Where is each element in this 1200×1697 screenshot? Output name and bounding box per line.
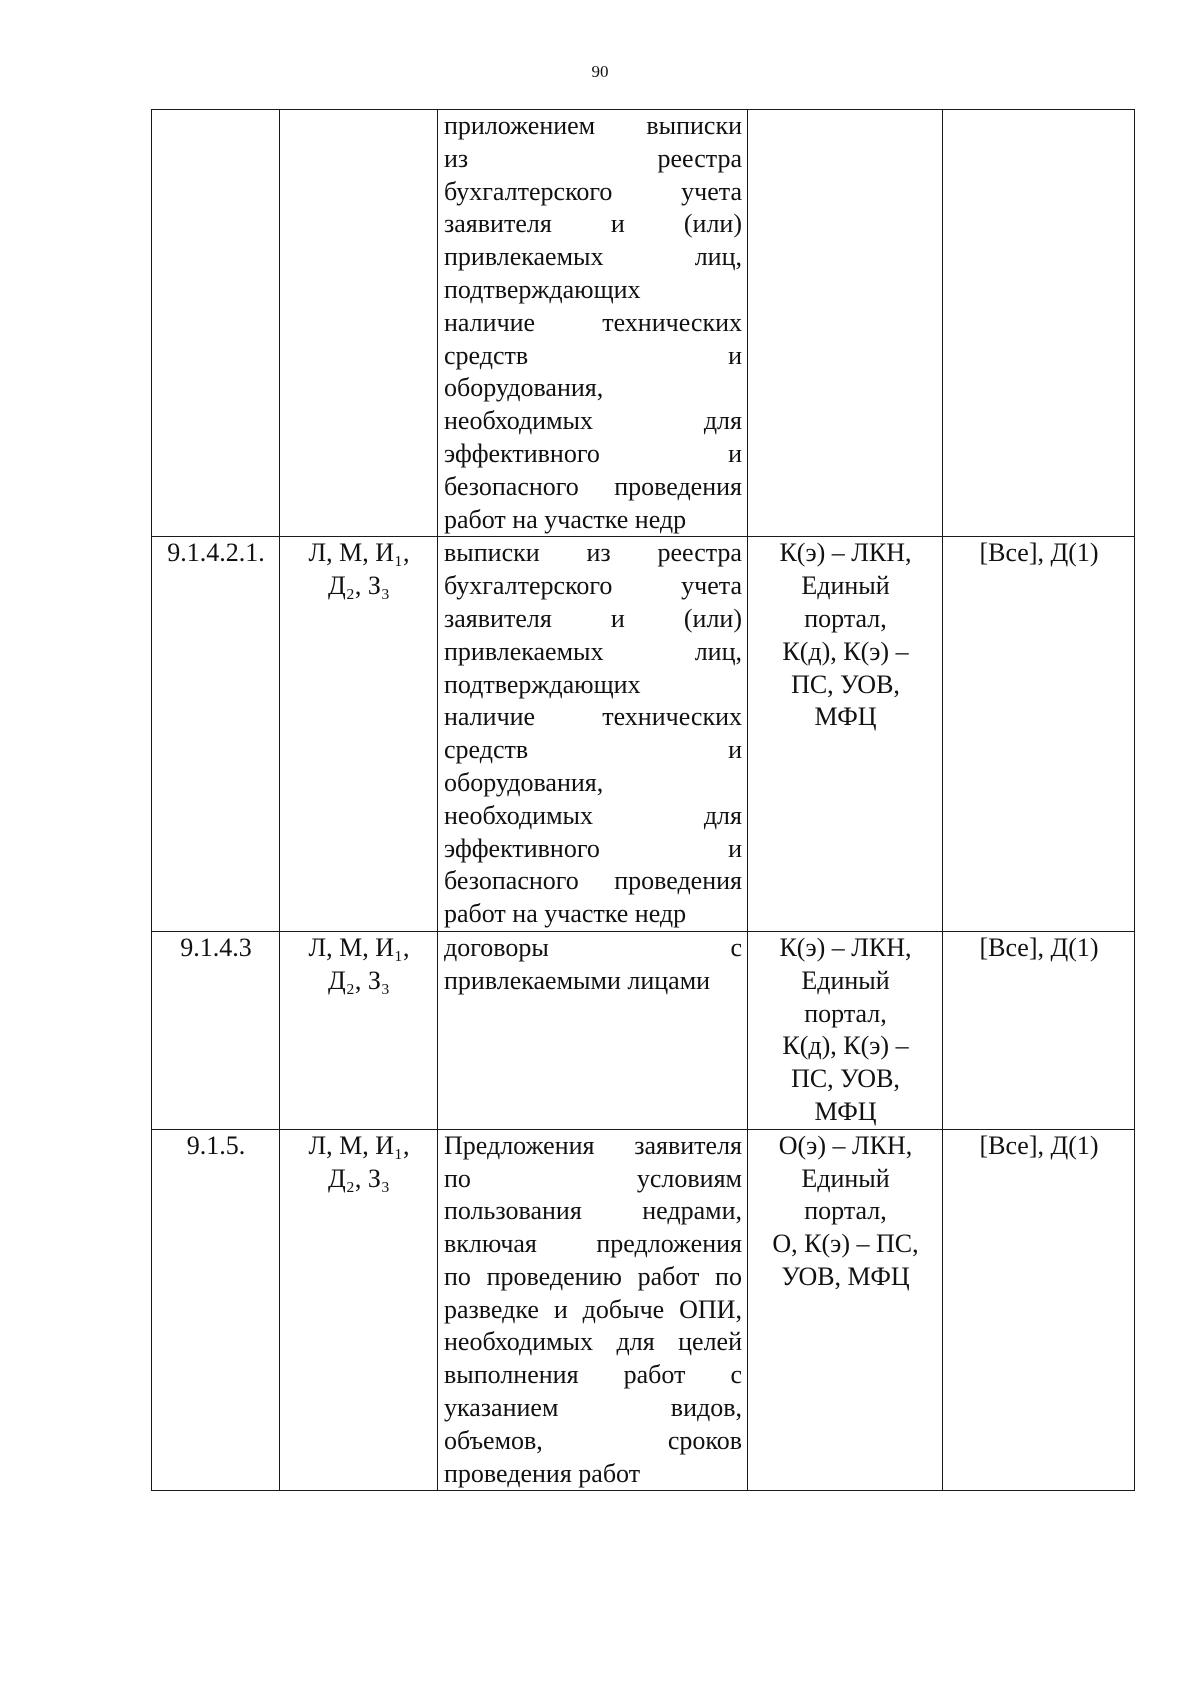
word: необходимых [444, 800, 594, 830]
cell-line: МФЦ [814, 1096, 877, 1126]
word: эффективного [444, 438, 600, 468]
word: по [444, 1261, 471, 1291]
word: привлекаемых [444, 242, 604, 272]
word: безопасного [444, 471, 579, 501]
table-row [152, 110, 1135, 537]
cell-codes [280, 537, 438, 932]
word: выписки [646, 111, 742, 140]
word: проведения [614, 866, 742, 896]
cell-description [438, 931, 748, 1129]
cell-line: ПС, УОВ, [791, 1064, 900, 1094]
cell-line: К(э) – ЛКН, [779, 538, 912, 568]
word: (или) [683, 209, 742, 239]
cell-line [444, 438, 742, 471]
cell-line [444, 537, 742, 570]
word: работ [623, 1360, 686, 1390]
cell-codes [280, 110, 438, 537]
word: бухгалтерского [444, 176, 613, 206]
cell-line: Д₂, З₃ [328, 571, 390, 601]
word: технических [602, 307, 742, 337]
cell-line: Л, М, И₁, [308, 538, 410, 568]
cell-scope [943, 110, 1135, 537]
word: по [444, 1163, 471, 1193]
cell-line [444, 1195, 742, 1228]
cell-line [444, 800, 742, 833]
word: заявителя [634, 1130, 742, 1160]
word: добыче [582, 1294, 665, 1324]
word: и [728, 340, 742, 370]
page-number: 90 [591, 62, 609, 81]
word: объемов, [444, 1425, 543, 1455]
word: целей [678, 1327, 742, 1357]
word: по [715, 1261, 742, 1291]
cell-line: Единый [801, 571, 890, 601]
cell-line [444, 570, 742, 603]
cell-line [444, 701, 742, 734]
cell-line [444, 208, 742, 241]
word: и [728, 735, 742, 765]
word: реестра [657, 143, 742, 173]
word: ОПИ, [679, 1294, 742, 1324]
word: сроков [667, 1425, 742, 1455]
cell-line [444, 1163, 742, 1196]
word: пользования [444, 1196, 582, 1226]
cell-line [444, 110, 742, 143]
cell-line [444, 734, 742, 767]
cell-line [444, 1228, 742, 1261]
cell-line [444, 340, 742, 373]
cell-line: Единый [801, 1163, 890, 1193]
word: для [703, 406, 742, 436]
word: предложения [596, 1229, 742, 1259]
cell-codes [280, 931, 438, 1129]
word: и [728, 438, 742, 468]
cell-line [444, 143, 742, 176]
table-row [152, 931, 1135, 1129]
cell-codes [280, 1129, 438, 1491]
cell-line [444, 603, 742, 636]
cell-line [444, 405, 742, 438]
word: и [610, 603, 625, 633]
cell-line: МФЦ [814, 702, 877, 732]
word: разведке [444, 1294, 539, 1324]
cell-line [444, 833, 742, 866]
word: заявителя [444, 209, 552, 239]
cell-line: Л, М, И₁, [308, 1130, 410, 1160]
cell-line [444, 307, 742, 340]
cell-submission-form [748, 1129, 943, 1491]
cell-line: оборудования, [444, 767, 604, 797]
word: Предложения [444, 1130, 595, 1160]
requirements-table [151, 109, 1135, 1491]
cell-line: портал, [804, 1196, 887, 1226]
word: лиц, [694, 636, 742, 666]
word: реестра [657, 538, 742, 568]
word: указанием [444, 1393, 559, 1423]
cell-line [444, 471, 742, 504]
word: условиям [636, 1163, 742, 1193]
word: и [610, 209, 625, 239]
word: безопасного [444, 866, 579, 896]
word: необходимых [444, 406, 594, 436]
word: договоры [444, 932, 549, 962]
word: средств [444, 735, 529, 765]
cell-line: работ на участке недр [444, 504, 687, 534]
cell-line: портал, [804, 998, 887, 1028]
cell-line [444, 176, 742, 209]
cell-item-number: 9.1.4.3 [152, 931, 280, 1129]
word: из [586, 538, 611, 568]
word: и [728, 833, 742, 863]
cell-line: УОВ, МФЦ [781, 1261, 910, 1291]
cell-description [438, 537, 748, 932]
cell-submission-form [748, 537, 943, 932]
cell-line [444, 1130, 742, 1163]
word: учета [681, 571, 742, 601]
cell-line: Д₂, З₃ [328, 1163, 390, 1193]
cell-scope: [Все], Д(1) [943, 1129, 1135, 1491]
cell-line: оборудования, [444, 373, 604, 403]
cell-item-number: 9.1.5. [152, 1129, 280, 1491]
cell-description [438, 1129, 748, 1491]
cell-line: портал, [804, 603, 887, 633]
word: проведения [614, 471, 742, 501]
cell-line [444, 932, 742, 965]
word: привлекаемых [444, 636, 604, 666]
word: лиц, [694, 242, 742, 272]
cell-scope: [Все], Д(1) [943, 537, 1135, 932]
cell-line [444, 1359, 742, 1392]
word: для [616, 1327, 655, 1357]
cell-line: Единый [801, 965, 890, 995]
word: с [730, 932, 742, 962]
cell-line: привлекаемыми лицами [444, 965, 711, 995]
cell-submission-form [748, 110, 943, 537]
word: эффективного [444, 833, 600, 863]
word: технических [602, 702, 742, 732]
word: приложением [444, 111, 596, 140]
cell-line: ПС, УОВ, [791, 669, 900, 699]
cell-item-number [152, 110, 280, 537]
word: проведению [486, 1261, 622, 1291]
cell-item-number: 9.1.4.2.1. [152, 537, 280, 932]
word: выписки [444, 538, 540, 568]
cell-submission-form [748, 931, 943, 1129]
cell-line [444, 241, 742, 274]
table-row [152, 537, 1135, 932]
cell-line [444, 1425, 742, 1458]
word: учета [681, 176, 742, 206]
cell-line [444, 1326, 742, 1359]
word: средств [444, 340, 529, 370]
word: и [553, 1294, 568, 1324]
word: недрами, [642, 1196, 742, 1226]
cell-line [444, 1261, 742, 1294]
word: из [444, 143, 469, 173]
cell-line: Л, М, И₁, [308, 932, 410, 962]
cell-line [444, 865, 742, 898]
cell-line: К(д), К(э) – [782, 636, 909, 666]
cell-line: проведения работ [444, 1458, 641, 1488]
table-body [152, 110, 1135, 1491]
cell-line: О(э) – ЛКН, [778, 1130, 913, 1160]
cell-line: О, К(э) – ПС, [772, 1229, 919, 1259]
word: с [730, 1360, 742, 1390]
word: для [703, 800, 742, 830]
word: работ [637, 1261, 700, 1291]
cell-line [444, 1392, 742, 1425]
cell-line: Д₂, З₃ [328, 965, 390, 995]
cell-line: К(д), К(э) – [782, 1031, 909, 1061]
word: (или) [683, 603, 742, 633]
cell-line [444, 636, 742, 669]
word: включая [444, 1229, 537, 1259]
cell-line: работ на участке недр [444, 899, 687, 929]
word: заявителя [444, 603, 552, 633]
cell-line [444, 1294, 742, 1327]
cell-description [438, 110, 748, 537]
word: наличие [444, 307, 536, 337]
word: выполнения [444, 1360, 579, 1390]
cell-line: подтверждающих [444, 274, 641, 304]
word: видов, [670, 1393, 742, 1423]
cell-line: подтверждающих [444, 669, 641, 699]
cell-scope: [Все], Д(1) [943, 931, 1135, 1129]
word: наличие [444, 702, 536, 732]
table-row [152, 1129, 1135, 1491]
word: бухгалтерского [444, 571, 613, 601]
word: необходимых [444, 1327, 594, 1357]
cell-line: К(э) – ЛКН, [779, 932, 912, 962]
